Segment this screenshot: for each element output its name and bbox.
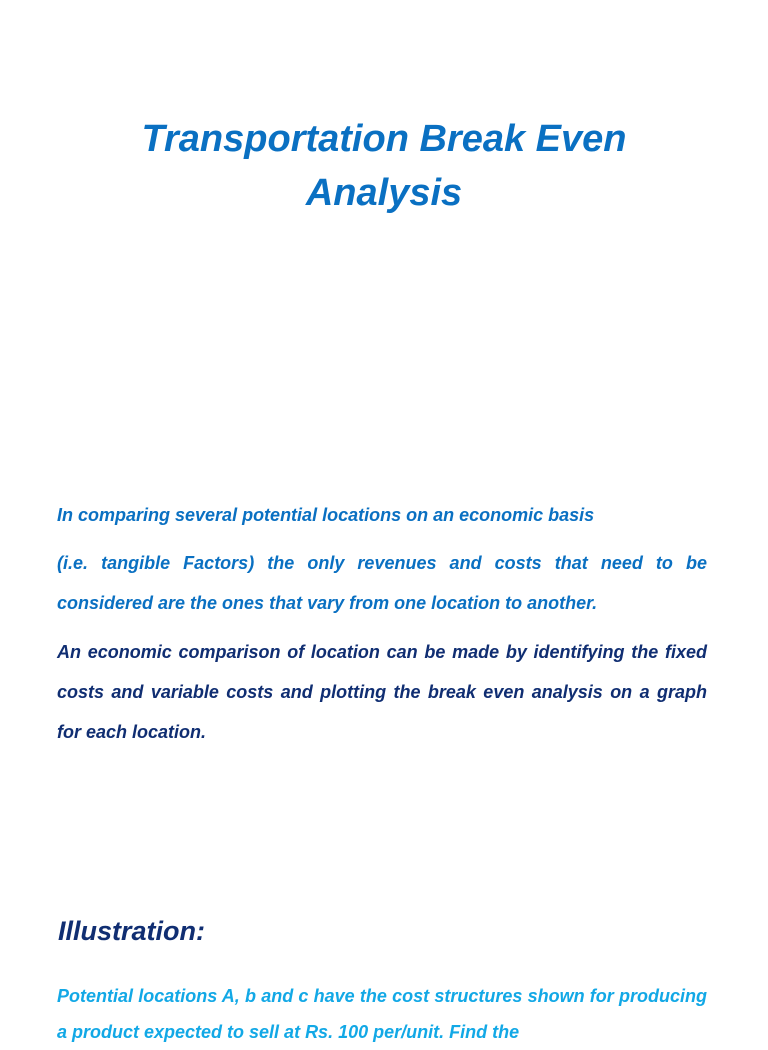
intro-paragraph: In comparing several potential locations on an economic basis xyxy=(57,505,595,525)
slide-title: Transportation Break Even Analysis xyxy=(141,118,627,214)
economic-comparison-paragraph: An economic comparison of location can be made by identifying the fixed costs and variable costs and plotting the break even analysis on a graph for each location. xyxy=(57,642,707,742)
illustration-paragraph: Potential locations A, b and c have the cost structures shown for producing a product expected to sell at Rs. 100 per/unit. Find the xyxy=(57,986,707,1042)
illustration-heading: Illustration: xyxy=(58,916,205,946)
tangible-factors-paragraph: (i.e. tangible Factors) the only revenues and costs that need to be considered are the ones that vary from one location to another. xyxy=(57,553,707,613)
